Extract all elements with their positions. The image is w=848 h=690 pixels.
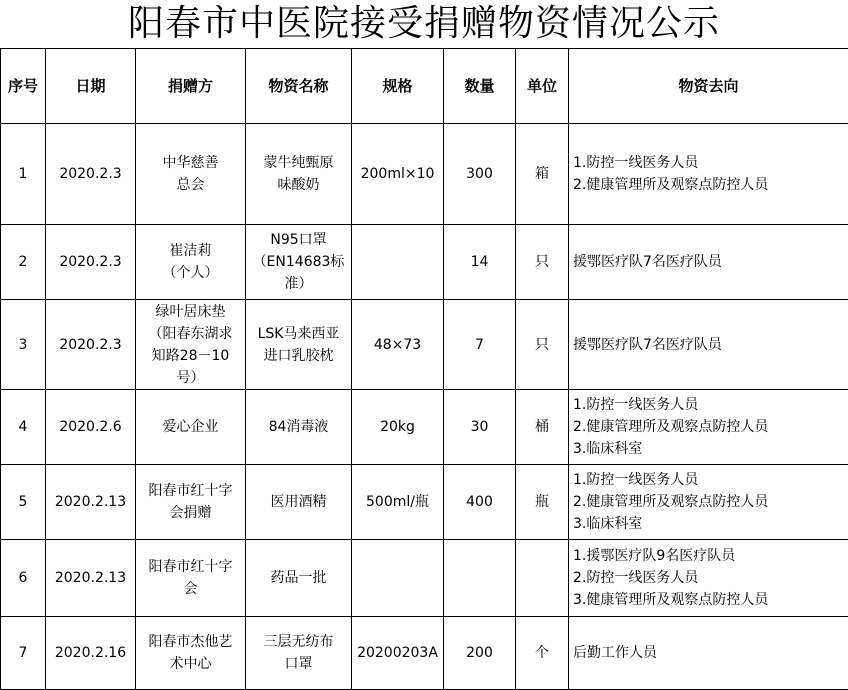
- quantity-cell: 30: [444, 390, 516, 465]
- item-name-cell: [246, 225, 352, 300]
- donor-cell-line: 阳春市红十字: [148, 559, 233, 575]
- page-title: 阳春市中医院接受捐赠物资情况公示: [127, 3, 720, 44]
- item-name-cell-line: 三层无纺布: [263, 634, 334, 650]
- destination-cell-line: 1.防控一线医务人员: [573, 397, 699, 413]
- donation-table: [0, 48, 848, 690]
- spec-cell: 20kg: [352, 390, 444, 465]
- donor-cell: [136, 390, 246, 465]
- row-number: 3: [1, 300, 46, 390]
- item-name-cell: [246, 617, 352, 690]
- donor-cell-line: 会捐赠: [169, 505, 212, 521]
- date-cell: 2020.2.3: [46, 225, 136, 300]
- destination-cell-line: 1.防控一线医务人员: [573, 155, 699, 171]
- destination-cell-line: 2.健康管理所及观察点防控人员: [573, 494, 769, 510]
- donor-cell: [136, 540, 246, 617]
- spec-cell: 500ml/瓶: [352, 465, 444, 540]
- donor-cell-line: 中华慈善: [162, 155, 219, 171]
- date-cell: 2020.2.13: [46, 540, 136, 617]
- destination-cell-line: 1.防控一线医务人员: [573, 472, 699, 488]
- row-number: 5: [1, 465, 46, 540]
- item-name-cell-line: 味酸奶: [277, 177, 320, 193]
- table-row: [1, 300, 848, 390]
- item-name-cell-line: 准）: [284, 276, 313, 292]
- unit-cell: 个: [516, 617, 569, 690]
- table-row: [1, 617, 848, 690]
- header-cell: 数量: [444, 49, 516, 124]
- destination-cell: [569, 300, 848, 390]
- unit-cell: 瓶: [516, 465, 569, 540]
- item-name-cell-line: 药品一批: [270, 570, 327, 586]
- unit-cell: 箱: [516, 124, 569, 225]
- table-row: [1, 225, 848, 300]
- destination-cell: [569, 465, 848, 540]
- date-cell: 2020.2.16: [46, 617, 136, 690]
- row-number: 2: [1, 225, 46, 300]
- date-cell: 2020.2.3: [46, 300, 136, 390]
- destination-cell: [569, 617, 848, 690]
- donor-cell: [136, 465, 246, 540]
- donor-cell: [136, 617, 246, 690]
- destination-cell-line: 3.临床科室: [573, 441, 643, 457]
- destination-cell-line: 2.健康管理所及观察点防控人员: [573, 177, 769, 193]
- donor-cell: [136, 124, 246, 225]
- destination-cell-line: 3.临床科室: [573, 516, 643, 532]
- donor-cell-line: （阳春东湖求: [148, 325, 233, 342]
- destination-cell: [569, 225, 848, 300]
- table-row: [1, 390, 848, 465]
- unit-cell: 只: [516, 225, 569, 300]
- donor-cell-line: 总会: [176, 177, 205, 193]
- donor-cell-line: 会: [183, 581, 198, 597]
- unit-cell: [516, 540, 569, 617]
- item-name-cell: [246, 540, 352, 617]
- item-name-cell-line: 口罩: [284, 656, 313, 672]
- item-name-cell: [246, 300, 352, 390]
- quantity-cell: 400: [444, 465, 516, 540]
- item-name-cell: [246, 390, 352, 465]
- header-cell: 捐赠方: [136, 49, 246, 124]
- donor-cell-line: 阳春市杰他艺: [148, 634, 233, 650]
- item-name-cell-line: N95口罩: [270, 232, 327, 248]
- quantity-cell: [444, 540, 516, 617]
- row-number: 1: [1, 124, 46, 225]
- header-cell: 日期: [46, 49, 136, 124]
- spec-cell: 48×73: [352, 300, 444, 390]
- destination-cell-line: 援鄂医疗队7名医疗队员: [573, 254, 722, 270]
- item-name-cell-line: 84消毒液: [268, 419, 329, 435]
- donor-cell-line: 号）: [176, 369, 205, 386]
- donor-cell-line: 崔洁莉: [169, 243, 212, 259]
- destination-cell: [569, 540, 848, 617]
- spec-cell: [352, 225, 444, 300]
- destination-cell: [569, 390, 848, 465]
- donor-cell-line: 爱心企业: [162, 419, 219, 435]
- quantity-cell: 200: [444, 617, 516, 690]
- item-name-cell: [246, 124, 352, 225]
- table-row: [1, 465, 848, 540]
- date-cell: 2020.2.6: [46, 390, 136, 465]
- row-number: 6: [1, 540, 46, 617]
- destination-cell: [569, 124, 848, 225]
- unit-cell: 只: [516, 300, 569, 390]
- table-row: [1, 124, 848, 225]
- date-cell: 2020.2.13: [46, 465, 136, 540]
- item-name-cell: [246, 465, 352, 540]
- donor-cell: [136, 225, 246, 300]
- destination-cell-line: 后勤工作人员: [573, 645, 657, 661]
- header-row: [1, 49, 848, 124]
- item-name-cell-line: LSK马来西亚: [257, 325, 340, 342]
- destination-cell-line: 2.健康管理所及观察点防控人员: [573, 419, 769, 435]
- donor-cell: [136, 300, 246, 390]
- header-cell: 序号: [1, 49, 46, 124]
- spec-cell: 20200203A: [352, 617, 444, 690]
- spec-cell: [352, 540, 444, 617]
- row-number: 7: [1, 617, 46, 690]
- item-name-cell-line: 蒙牛纯甄原: [263, 155, 334, 171]
- header-cell: 单位: [516, 49, 569, 124]
- header-cell: 规格: [352, 49, 444, 124]
- header-cell: 物资去向: [569, 49, 848, 124]
- destination-cell-line: 3.健康管理所及观察点防控人员: [573, 592, 769, 608]
- donor-cell-line: 知路28－10: [151, 347, 230, 364]
- row-number: 4: [1, 390, 46, 465]
- date-cell: 2020.2.3: [46, 124, 136, 225]
- destination-cell-line: 援鄂医疗队7名医疗队员: [573, 336, 722, 353]
- item-name-cell-line: 医用酒精: [270, 494, 327, 510]
- table-row: [1, 540, 848, 617]
- quantity-cell: 14: [444, 225, 516, 300]
- donor-cell-line: 术中心: [169, 656, 212, 672]
- donor-cell-line: 阳春市红十字: [148, 483, 233, 499]
- header-cell: 物资名称: [246, 49, 352, 124]
- donor-cell-line: （个人）: [162, 265, 219, 281]
- donor-cell-line: 绿叶居床垫: [155, 303, 226, 320]
- item-name-cell-line: （EN14683标: [252, 254, 345, 270]
- destination-cell-line: 1.援鄂医疗队9名医疗队员: [573, 548, 736, 564]
- spec-cell: 200ml×10: [352, 124, 444, 225]
- destination-cell-line: 2.防控一线医务人员: [573, 570, 699, 586]
- quantity-cell: 300: [444, 124, 516, 225]
- unit-cell: 桶: [516, 390, 569, 465]
- item-name-cell-line: 进口乳胶枕: [263, 347, 334, 364]
- quantity-cell: 7: [444, 300, 516, 390]
